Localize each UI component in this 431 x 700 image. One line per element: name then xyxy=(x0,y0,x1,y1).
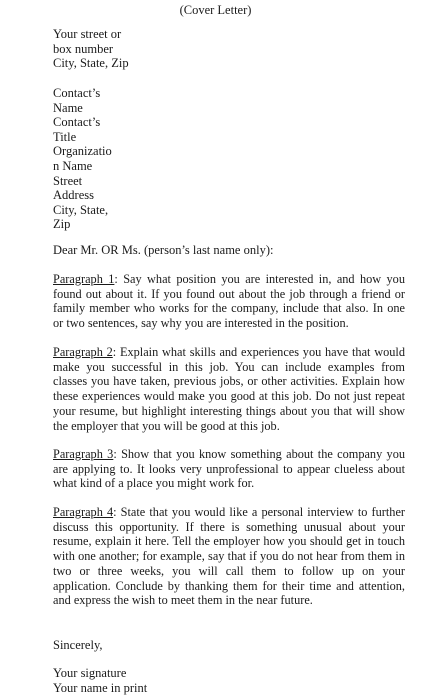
paragraph-heading: Paragraph 3 xyxy=(53,447,114,461)
recipient-line: Contact’s xyxy=(53,86,101,100)
recipient-line: Organizatio xyxy=(53,144,112,159)
sender-address-line: Your street or xyxy=(53,27,122,41)
paragraph-2 xyxy=(53,345,405,433)
recipient-line: n Name xyxy=(53,158,93,173)
paragraph-heading: Paragraph 1 xyxy=(53,272,115,286)
paragraph-3 xyxy=(53,447,405,491)
recipient-line: Address xyxy=(53,188,94,203)
recipient-line: City, State, xyxy=(53,202,109,217)
salutation: Dear Mr. OR Ms. (person’s last name only): xyxy=(53,243,274,257)
paragraph-4 xyxy=(53,505,405,608)
sender-address xyxy=(53,27,129,71)
printed-name-line: Your name in print xyxy=(53,680,148,695)
paragraph-heading: Paragraph 2 xyxy=(53,345,113,359)
paragraph-text: : Say what position you are interested in, and how you found out about it. If you found out about the job through a friend or family member who works for the company, include that also. In one or two sentences, say why you are interested in the position. xyxy=(53,272,405,331)
recipient-line: Contact’s xyxy=(53,115,101,130)
signature-line: Your signature xyxy=(53,666,127,680)
signature-block xyxy=(53,666,147,695)
paragraph-1 xyxy=(53,272,405,331)
recipient-line: Name xyxy=(53,100,83,115)
document-title: (Cover Letter) xyxy=(179,3,252,17)
recipient-line: Street xyxy=(53,173,83,188)
sender-address-line: box number xyxy=(53,41,114,56)
sender-address-line: City, State, Zip xyxy=(53,56,129,71)
paragraph-heading: Paragraph 4 xyxy=(53,505,114,519)
recipient-address xyxy=(53,86,112,232)
paragraph-text: : Show that you know something about the company you are applying to. It looks very unprofessional to appear clueless about what kind of a place you might work for. xyxy=(53,447,405,491)
recipient-line: Zip xyxy=(53,217,71,232)
paragraph-text: : Explain what skills and experiences you have that would make you successful in this job. You can include examples from classes you have taken, previous jobs, or other activities. Explain how these experiences would make you good at this job. Do not just repeat your resume, but highlight interesting things about you that will show the employer that you will be good at this job. xyxy=(53,345,405,433)
recipient-line: Title xyxy=(53,129,77,144)
closing: Sincerely, xyxy=(53,638,103,652)
paragraph-text: : State that you would like a personal interview to further discuss this opportunity. If there is something unusual about your resume, explain it here. Tell the employer how you should get in touch with one another; for example, say that if you do not hear from them in two or three weeks, you will call them to follow up on your application. Conclude by thanking them for their time and attention, and express the wish to meet them in the near future. xyxy=(53,505,405,608)
